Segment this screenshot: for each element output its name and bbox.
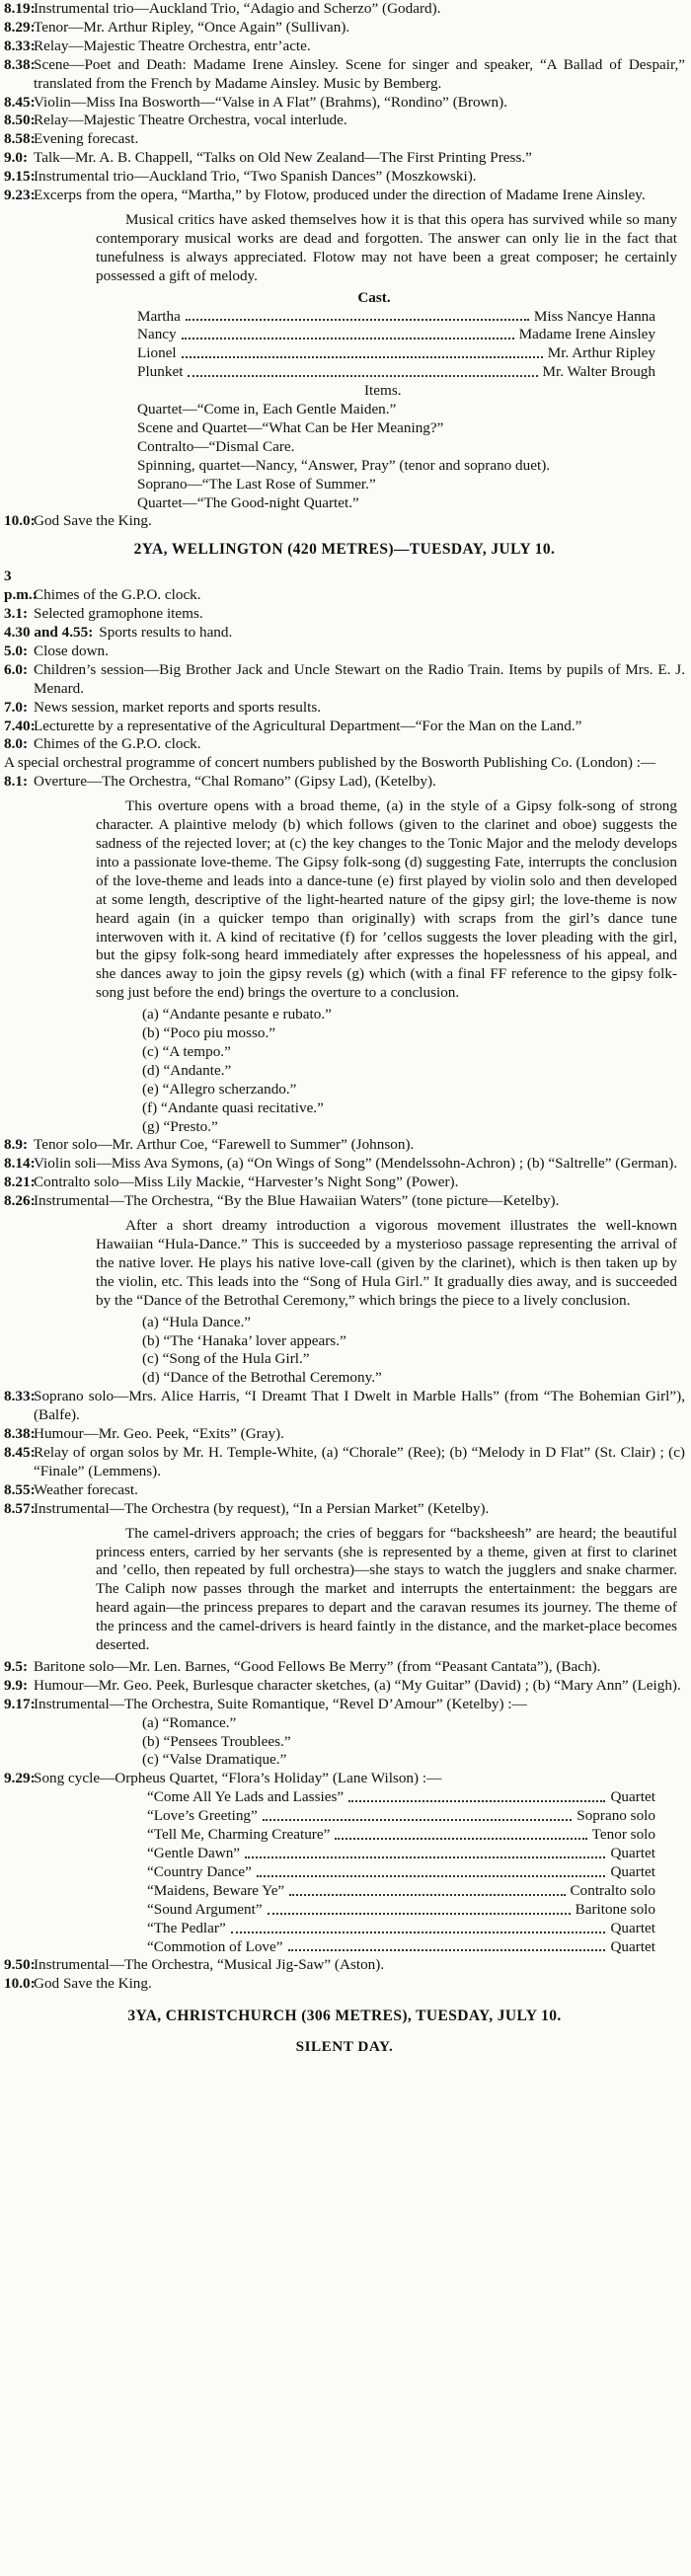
list-item: (c) “Song of the Hula Girl.” <box>142 1350 310 1368</box>
song-row <box>147 1882 655 1901</box>
hawaiian-description: After a short dreamy introduction a vigorous movement illustrates the well-known Hawaiian “Hula-Dance.” This is succeeded by a mysterioso passage representing the arrival of the native lover. He plays his native love-call (given by the clarinet), which is then taken up by the violin, etc. This leads into the “Song of Hula Girl.” It gradually dies away, and is succeeded by the “Dance of the Betrothal Ceremony,” which brings the piece to a lively conclusion. <box>96 1217 677 1309</box>
dot-leader <box>263 1807 573 1821</box>
entry-time: 8.38: <box>4 55 36 73</box>
entry-time: 9.9: <box>4 1676 29 1694</box>
entry-text: Instrumental trio—Auckland Trio, “Adagio and Scherzo” (Godard). <box>34 0 441 17</box>
programme-entry <box>4 699 685 718</box>
entry-time: 9.5: <box>4 1657 29 1675</box>
entry-time: 8.58: <box>4 130 36 148</box>
entry-time: 8.14: <box>4 1155 36 1173</box>
dot-leader <box>289 1882 565 1896</box>
entry-text: Sports results to hand. <box>99 624 233 641</box>
dot-leader <box>268 1901 571 1915</box>
silent-day-notice: SILENT DAY. <box>295 2038 394 2056</box>
cast-role: Nancy <box>137 326 177 343</box>
programme-entry <box>4 1956 685 1975</box>
entry-time: 8.0: <box>4 735 29 753</box>
programme-entry <box>4 0 685 19</box>
entry-text: Violin—Miss Ina Bosworth—“Valse in A Flat” (Brahms), “Rondino” (Brown). <box>34 93 507 111</box>
list-item: (e) “Allegro scherzando.” <box>142 1080 297 1098</box>
programme-entry <box>4 1975 685 1994</box>
entry-time: 10.0: <box>4 512 36 530</box>
list-item: (c) “Valse Dramatique.” <box>142 1751 287 1769</box>
programme-entry <box>4 605 685 624</box>
entry-time: 4.30 and 4.55: <box>4 624 94 641</box>
entry-text: Humour—Mr. Geo. Peek, Burlesque character sketches, (a) “My Guitar” (David) ; (b) “Mary Ann” (Leigh). <box>34 1676 681 1694</box>
song-row <box>147 1901 655 1920</box>
cast-actor: Miss Nancye Hanna <box>533 307 655 325</box>
dot-leader <box>182 326 514 340</box>
programme-entry <box>4 1500 685 1519</box>
programme-entry <box>4 1770 685 1788</box>
entry-time: 8.38: <box>4 1425 36 1443</box>
song-voice: Tenor solo <box>591 1826 655 1844</box>
martha-items <box>4 401 685 512</box>
programme-entry <box>4 624 685 643</box>
cast-row <box>137 344 655 363</box>
entry-time: 10.0: <box>4 1975 36 1993</box>
programme-entry <box>4 643 685 661</box>
list-item: Quartet—“Come in, Each Gentle Maiden.” <box>137 401 397 418</box>
entry-text: Contralto solo—Miss Lily Mackie, “Harvester’s Night Song” (Power). <box>34 1174 459 1191</box>
song-title: “Sound Argument” <box>147 1900 263 1918</box>
song-row <box>147 1788 655 1807</box>
entry-text: Relay of organ solos by Mr. H. Temple-White, (a) “Chorale” (Ree); (b) “Melody in D Flat” (St. Clair) ; (c) “Finale” (Lemmens). <box>34 1443 685 1479</box>
programme-entry <box>4 1677 685 1696</box>
station-header-2ya: 2YA, WELLINGTON (420 METRES)—TUESDAY, JULY 10. <box>133 541 556 559</box>
entry-time: 8.50: <box>4 112 36 129</box>
programme-2ya <box>4 568 685 1994</box>
list-item: Contralto—“Dismal Care. <box>137 437 295 455</box>
entry-text: Overture—The Orchestra, “Chal Romano” (Gipsy Lad), (Ketelby). <box>34 773 436 791</box>
list-item: (c) “A tempo.” <box>142 1042 231 1060</box>
song-cycle-list <box>4 1788 685 1956</box>
list-item: Scene and Quartet—“What Can be Her Meaning?” <box>137 418 444 436</box>
song-row <box>147 1807 655 1826</box>
entry-time: 3.1: <box>4 605 29 623</box>
entry-text: Chimes of the G.P.O. clock. <box>34 735 201 753</box>
song-title: “Country Dance” <box>147 1862 252 1880</box>
song-voice: Quartet <box>610 1788 655 1806</box>
entry-text: Instrumental trio—Auckland Trio, “Two Spanish Dances” (Moszkowski). <box>34 168 477 186</box>
programme-entry <box>4 661 685 699</box>
list-item: (d) “Andante.” <box>142 1061 232 1079</box>
entry-time: 8.33: <box>4 1388 36 1405</box>
entry-time: 9.50: <box>4 1956 36 1974</box>
dot-leader <box>245 1845 605 1858</box>
programme-entry <box>4 1136 685 1155</box>
programme-entry <box>4 130 685 149</box>
entry-text: Chimes of the G.P.O. clock. <box>34 586 201 604</box>
song-title: “Come All Ye Lads and Lassies” <box>147 1788 345 1806</box>
programme-entry <box>4 1192 685 1211</box>
dot-leader <box>335 1826 586 1840</box>
dot-leader <box>231 1920 606 1933</box>
entry-text: Instrumental—The Orchestra (by request), “In a Persian Market” (Ketelby). <box>34 1499 490 1517</box>
entry-text: Close down. <box>34 642 109 659</box>
cast-heading: Cast. <box>357 288 391 306</box>
entry-time: 8.19: <box>4 0 36 17</box>
list-item: (a) “Hula Dance.” <box>142 1313 252 1330</box>
entry-time: 6.0: <box>4 660 29 678</box>
entry-time: 7.40: <box>4 717 36 734</box>
entry-time: 9.15: <box>4 168 36 186</box>
list-item: Quartet—“The Good-night Quartet.” <box>137 493 359 511</box>
station-header-3ya: 3YA, CHRISTCHURCH (306 METRES), TUESDAY, JULY 10. <box>127 2008 562 2025</box>
programme-entry <box>4 1425 685 1444</box>
song-title: “Love’s Greeting” <box>147 1807 258 1825</box>
list-item: (b) “Poco piu mosso.” <box>142 1024 275 1042</box>
entry-text: God Save the King. <box>34 512 152 530</box>
entry-text: God Save the King. <box>34 1975 152 1993</box>
entry-text: Excerps from the opera, “Martha,” by Flotow, produced under the direction of Madame Irene Ainsley. <box>34 187 646 204</box>
entry-time: 5.0: <box>4 642 29 659</box>
entry-time: 9.0: <box>4 149 29 167</box>
song-title: “Tell Me, Charming Creature” <box>147 1826 331 1844</box>
dot-leader <box>186 308 529 322</box>
overture-movements <box>4 1006 685 1136</box>
list-item: (a) “Romance.” <box>142 1713 237 1731</box>
entry-time: 9.23: <box>4 187 36 204</box>
entry-time: 3 p.m.: <box>4 568 38 604</box>
entry-time: 8.57: <box>4 1499 36 1517</box>
programme-entry <box>4 773 685 792</box>
overture-description: This overture opens with a broad theme, (a) in the style of a Gipsy folk-song of strong character. A plaintive melody (b) which follows (given to the clarinet and oboe) suggests the sadness of the rejected lover; at (c) the key changes to the Tonic Major and the melody develops into a passionate love-theme. The Gipsy folk-song (d) suggesting Fate, interrupts the conclusion of the love-theme and leads into a dance-tune (e) first played by violin solo and then developed at some length, descriptive of the light-hearted nature of the gipsy girl; the love-theme is now heard again (in a quicker tempo than originally) with scraps from the girl’s dance tune interwoven with it. A kind of recitative (f) for ’cellos suggests the lover pleading with the girl, but the gipsy folk-song heard immediately after expresses the hopelessness of his appeal, and she dances away to join the gipsy revels (g) which (with a final FF reference to the gipsy folk-song just before the end) brings the overture to a conclusion. <box>96 797 677 1002</box>
cast-row <box>137 308 655 327</box>
persian-market-description: The camel-drivers approach; the cries of beggars for “backsheesh” are heard; the beautiful princess enters, carried by her servants (she is represented by a theme, given at first to clarinet and ’cello, then repeated by full orchestra)—she stays to watch the jugglers and snake charmer. The Caliph now passes through the market and interrupts the entertainment: the beggars are heard again—the princess prepares to depart and the caravan resumes its journey. The theme of the princess and the camel-drivers is heard faintly in the distance, and the market-place becomes deserted. <box>96 1524 677 1654</box>
list-item: (f) “Andante quasi recitative.” <box>142 1099 324 1116</box>
entry-text: News session, market reports and sports results. <box>34 698 322 716</box>
entry-text: Relay—Majestic Theatre Orchestra, entr’acte. <box>34 37 311 54</box>
programme-entry <box>4 56 685 94</box>
entry-time: 8.21: <box>4 1174 36 1191</box>
list-item: (g) “Presto.” <box>142 1117 218 1135</box>
song-row <box>147 1826 655 1845</box>
entry-text: Children’s session—Big Brother Jack and Uncle Stewart on the Radio Train. Items by pupils of Mrs. E. J. Menard. <box>34 660 685 697</box>
special-programme-note: A special orchestral programme of concert numbers published by the Bosworth Publishing Co. (London) :— <box>4 754 656 772</box>
programme-entry <box>4 1658 685 1677</box>
programme-entry <box>4 718 685 736</box>
song-voice: Quartet <box>610 1937 655 1955</box>
entry-text: Instrumental—The Orchestra, “Musical Jig-Saw” (Aston). <box>34 1956 385 1974</box>
cast-role: Plunket <box>137 363 184 381</box>
programme-entry <box>4 149 685 168</box>
cast-actor: Mr. Walter Brough <box>542 363 655 381</box>
song-voice: Quartet <box>610 1845 655 1861</box>
programme-entry <box>4 168 685 187</box>
programme-entry <box>4 38 685 56</box>
martha-description: Musical critics have asked themselves how it is that this opera has survived while so many contemporary musical works are dead and forgotten. The answer can only lie in the fact that tunefulness is always appreciated. Flotow may not have been a great composer; he certainly possessed a gift of melody. <box>96 210 677 284</box>
cast-role: Martha <box>137 307 181 325</box>
entry-time: 8.33: <box>4 37 36 54</box>
programme-1ya-continued <box>4 0 685 531</box>
programme-entry <box>4 1388 685 1425</box>
programme-entry <box>4 1481 685 1500</box>
entry-text: Humour—Mr. Geo. Peek, “Exits” (Gray). <box>34 1425 284 1443</box>
list-item: (b) “The ‘Hanaka’ lover appears.” <box>142 1331 346 1349</box>
song-voice: Contralto solo <box>570 1881 655 1899</box>
entry-text: Relay—Majestic Theatre Orchestra, vocal interlude. <box>34 112 347 129</box>
list-item: (b) “Pensees Troublees.” <box>142 1732 291 1750</box>
dot-leader <box>182 344 543 358</box>
programme-entry <box>4 512 685 531</box>
entry-text: Lecturette by a representative of the Agricultural Department—“For the Man on the Land.” <box>34 717 582 734</box>
suite-movements <box>4 1714 685 1771</box>
entry-text: Selected gramophone items. <box>34 605 203 623</box>
song-title: “Gentle Dawn” <box>147 1845 241 1861</box>
dot-leader <box>188 363 537 377</box>
list-item: Soprano—“The Last Rose of Summer.” <box>137 475 376 492</box>
song-voice: Quartet <box>610 1919 655 1936</box>
entry-text: Tenor solo—Mr. Arthur Coe, “Farewell to Summer” (Johnson). <box>34 1136 415 1154</box>
programme-entry <box>4 568 685 605</box>
song-row <box>147 1920 655 1938</box>
entry-text: Baritone solo—Mr. Len. Barnes, “Good Fellows Be Merry” (from “Peasant Cantata”), (Bach). <box>34 1657 601 1675</box>
programme-entry <box>4 19 685 38</box>
entry-time: 8.29: <box>4 18 36 36</box>
entry-time: 8.45: <box>4 1443 36 1461</box>
entry-text: Instrumental—The Orchestra, “By the Blue Hawaiian Waters” (tone picture—Ketelby). <box>34 1192 560 1210</box>
programme-entry <box>4 1696 685 1714</box>
cast-role: Lionel <box>137 344 177 362</box>
song-voice: Soprano solo <box>576 1807 655 1825</box>
list-item: (d) “Dance of the Betrothal Ceremony.” <box>142 1369 382 1387</box>
dot-leader <box>257 1863 606 1877</box>
programme-entry <box>4 1444 685 1481</box>
cast-row <box>137 363 655 382</box>
song-row <box>147 1845 655 1863</box>
programme-entry <box>4 112 685 130</box>
programme-entry <box>4 187 685 205</box>
entry-text: Weather forecast. <box>34 1480 138 1498</box>
cast-row <box>137 326 655 344</box>
radio-programme-page <box>4 0 685 2057</box>
entry-text: Instrumental—The Orchestra, Suite Romantique, “Revel D’Amour” (Ketelby) :— <box>34 1695 527 1712</box>
entry-time: 9.29: <box>4 1770 36 1787</box>
entry-text: Scene—Poet and Death: Madame Irene Ainsley. Scene for singer and speaker, “A Ballad of Despair,” translated from the French by Madame Ainsley. Music by Bemberg. <box>34 55 685 92</box>
song-voice: Baritone solo <box>575 1900 655 1918</box>
programme-entry <box>4 1155 685 1174</box>
song-row <box>147 1863 655 1882</box>
song-title: “Maidens, Beware Ye” <box>147 1881 285 1899</box>
song-row <box>147 1938 655 1957</box>
list-item: (a) “Andante pesante e rubato.” <box>142 1006 332 1023</box>
song-title: “Commotion of Love” <box>147 1937 283 1955</box>
cast-list <box>4 308 685 402</box>
entry-text: Tenor—Mr. Arthur Ripley, “Once Again” (Sullivan). <box>34 18 350 36</box>
entry-time: 8.45: <box>4 93 36 111</box>
dot-leader <box>348 1788 605 1802</box>
entry-text: Violin soli—Miss Ava Symons, (a) “On Wings of Song” (Mendelssohn-Achron) ; (b) “Saltrelle” (German). <box>34 1155 678 1173</box>
entry-time: 8.1: <box>4 773 29 791</box>
hawaiian-movements <box>4 1314 685 1389</box>
cast-items-label: Items. <box>364 382 402 400</box>
entry-text: Evening forecast. <box>34 130 139 148</box>
entry-text: Soprano solo—Mrs. Alice Harris, “I Dreamt That I Dwelt in Marble Halls” (from “The Bohemian Girl”), (Balfe). <box>34 1388 685 1424</box>
cast-actor: Madame Irene Ainsley <box>518 326 655 343</box>
entry-time: 9.17: <box>4 1695 36 1712</box>
programme-entry <box>4 1174 685 1192</box>
list-item: Spinning, quartet—Nancy, “Answer, Pray” (tenor and soprano duet). <box>137 456 551 474</box>
dot-leader <box>288 1938 606 1952</box>
song-voice: Quartet <box>610 1862 655 1880</box>
programme-entry <box>4 94 685 113</box>
cast-actor: Mr. Arthur Ripley <box>547 344 655 362</box>
entry-time: 8.9: <box>4 1136 29 1154</box>
programme-entry <box>4 735 685 754</box>
entry-text: Song cycle—Orpheus Quartet, “Flora’s Holiday” (Lane Wilson) :— <box>34 1770 442 1787</box>
entry-time: 8.55: <box>4 1480 36 1498</box>
song-title: “The Pedlar” <box>147 1919 226 1936</box>
entry-text: Talk—Mr. A. B. Chappell, “Talks on Old New Zealand—The First Printing Press.” <box>34 149 532 167</box>
entry-time: 8.26: <box>4 1192 36 1210</box>
entry-time: 7.0: <box>4 698 29 716</box>
